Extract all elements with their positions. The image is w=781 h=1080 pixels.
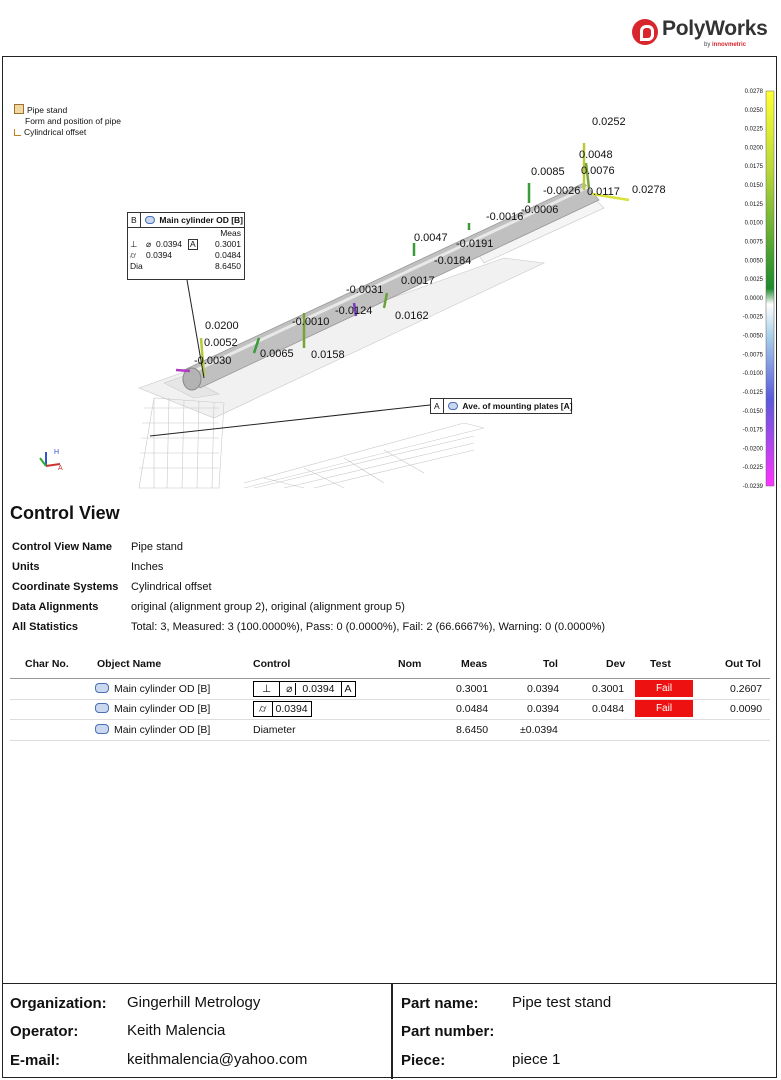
deviation-label: -0.0010 (292, 316, 330, 328)
scale-tick-label: 0.0000 (744, 295, 763, 302)
part-number-label: Part number: (401, 1023, 495, 1040)
part-name-label: Part name: (401, 995, 479, 1012)
scale-tick-label: 0.0100 (744, 220, 763, 227)
deviation-label: 0.0076 (581, 165, 615, 177)
scale-tick-label: -0.0050 (742, 333, 763, 340)
deviation-label: -0.0031 (346, 284, 384, 296)
col-header: Test (650, 658, 671, 670)
status-badge: Fail (635, 700, 693, 717)
piece-label: Piece: (401, 1052, 446, 1069)
info-key: Data Alignments (12, 601, 99, 613)
scale-tick-label: 0.0125 (744, 201, 763, 208)
deviation-label: 0.0048 (579, 149, 613, 161)
scale-tick-label: -0.0075 (742, 352, 763, 359)
info-value: Cylindrical offset (131, 581, 212, 593)
footer-divider (391, 984, 393, 1079)
part-name-value: Pipe test stand (512, 994, 612, 1011)
scale-tick-label: -0.0150 (742, 408, 763, 415)
feature-control-frame: ⌭ 0.0394 (253, 701, 312, 717)
deviation-label: -0.0006 (521, 204, 559, 216)
deviation-label: 0.0085 (531, 166, 565, 178)
cylinder-icon (145, 216, 155, 224)
coordinate-system-icon (14, 129, 21, 136)
organization-label: Organization: (10, 995, 107, 1012)
scale-tick-label: -0.0200 (742, 446, 763, 453)
col-header: Control (253, 658, 291, 670)
scale-tick-label: -0.0125 (742, 389, 763, 396)
scale-tick-label: -0.0175 (742, 427, 763, 434)
info-value: Pipe stand (131, 541, 183, 553)
plane-icon (448, 402, 458, 410)
piece-value: piece 1 (512, 1051, 561, 1068)
cylinder-icon (95, 724, 109, 734)
section-title: Control View (10, 503, 120, 523)
legend-item: Cylindrical offset (14, 127, 121, 138)
polyworks-logo-icon (632, 19, 658, 45)
deviation-label: 0.0200 (205, 320, 239, 332)
table-row: Main cylinder OD [B] Diameter 8.6450 ±0.0394 (10, 720, 770, 741)
color-scale-bar (766, 91, 774, 486)
operator-value: Keith Malencia (127, 1022, 226, 1039)
deviation-label: -0.0030 (194, 355, 232, 367)
deviation-label: 0.0117 (587, 186, 620, 198)
info-key: Coordinate Systems (12, 581, 119, 593)
polyworks-logo (632, 16, 772, 52)
deviation-label: 0.0158 (311, 349, 345, 361)
info-key: Control View Name (12, 541, 113, 553)
info-key: Units (12, 561, 40, 573)
deviation-label: -0.0124 (335, 305, 373, 317)
col-header: Char No. (25, 658, 69, 670)
deviation-label: -0.0191 (456, 238, 494, 250)
scale-tick-label: -0.0025 (742, 314, 763, 321)
legend-item: Form and position of pipe (25, 116, 121, 126)
col-header: Tol (543, 658, 558, 670)
deviation-label: 0.0252 (592, 116, 626, 128)
info-value: Total: 3, Measured: 3 (100.0000%), Pass: 0 (0.0000%), Fail: 2 (66.6667%), Warning: 0 (0.0000%) (131, 621, 606, 633)
info-key: All Statistics (12, 621, 79, 633)
scale-tick-label: 0.0250 (744, 107, 763, 114)
organization-value: Gingerhill Metrology (127, 994, 261, 1011)
deviation-label: -0.0184 (434, 255, 472, 267)
legend-item: Pipe stand (14, 104, 121, 116)
table-row: Main cylinder OD [B] ⌭ 0.0394 0.0484 0.0394 0.0484 Fail 0.0090 (10, 699, 770, 720)
cylinder-icon (95, 683, 109, 693)
control-view-icon (14, 104, 24, 114)
email-label: E-mail: (10, 1052, 61, 1069)
callout-datum-label: B (128, 213, 141, 227)
scale-tick-label: 0.0025 (744, 277, 763, 284)
report-footer (2, 983, 777, 1079)
operator-label: Operator: (10, 1023, 79, 1040)
cylindricity-icon: ⌭ (130, 250, 137, 260)
cylindricity-icon: ⌭ (254, 702, 273, 716)
view-legend (14, 104, 121, 138)
svg-text:A: A (58, 465, 63, 472)
scale-tick-label: 0.0200 (744, 145, 763, 152)
scale-tick-label: -0.0239 (742, 484, 763, 490)
axis-triad-icon (40, 449, 63, 472)
cylinder-icon (95, 703, 109, 713)
callout-meas-header: Meas (220, 228, 241, 238)
scale-tick-label: 0.0225 (744, 126, 763, 133)
email-value: keithmalencia@yahoo.com (127, 1051, 308, 1068)
deviation-label: 0.0065 (260, 348, 294, 360)
svg-text:H: H (54, 449, 60, 456)
scale-tick-label: 0.0175 (744, 164, 763, 171)
status-badge: Fail (635, 680, 693, 697)
info-value: Inches (131, 561, 164, 573)
deviation-label: 0.0017 (401, 275, 435, 287)
logo-text: PolyWorks (662, 17, 768, 40)
feature-control-frame: ⊥ ⌀ 0.0394 A (253, 681, 356, 697)
deviation-label: 0.0278 (632, 184, 666, 196)
perpendicularity-icon: ⊥ (130, 239, 138, 249)
table-row: Main cylinder OD [B] ⊥ ⌀ 0.0394 A 0.3001 0.0394 0.3001 Fail 0.2607 (10, 678, 770, 700)
deviation-label: -0.0016 (486, 211, 524, 223)
perpendicularity-icon: ⊥ (254, 682, 280, 696)
callout-mounting-plates-a: A Ave. of mounting plates [A] (430, 398, 572, 414)
info-value: original (alignment group 2), original (alignment group 5) (131, 601, 405, 613)
deviation-label: 0.0047 (414, 232, 448, 244)
scale-tick-label: 0.0050 (744, 258, 763, 265)
scale-tick-label: 0.0278 (744, 89, 763, 95)
col-header: Nom (398, 658, 422, 670)
callout-cylinder-b: B Main cylinder OD [B] Meas ⊥ ⌀ 0.0394 A 0.3001 ⌭ 0.0394 0.0484 Dia 8.6450 (127, 212, 245, 280)
deviation-label: 0.0162 (395, 310, 429, 322)
scale-tick-label: -0.0225 (742, 465, 763, 472)
scale-tick-label: -0.0100 (742, 371, 763, 378)
col-header: Meas (461, 658, 488, 670)
scale-tick-label: 0.0075 (744, 239, 763, 246)
deviation-label: 0.0052 (204, 337, 238, 349)
col-header: Dev (606, 658, 626, 670)
deviation-label: -0.0026 (543, 185, 581, 197)
col-header: Out Tol (725, 658, 761, 670)
scale-tick-label: 0.0150 (744, 183, 763, 190)
logo-subtitle: by innovmetric (704, 42, 747, 48)
col-header: Object Name (97, 658, 162, 670)
callout-name: Main cylinder OD [B] (159, 215, 244, 225)
